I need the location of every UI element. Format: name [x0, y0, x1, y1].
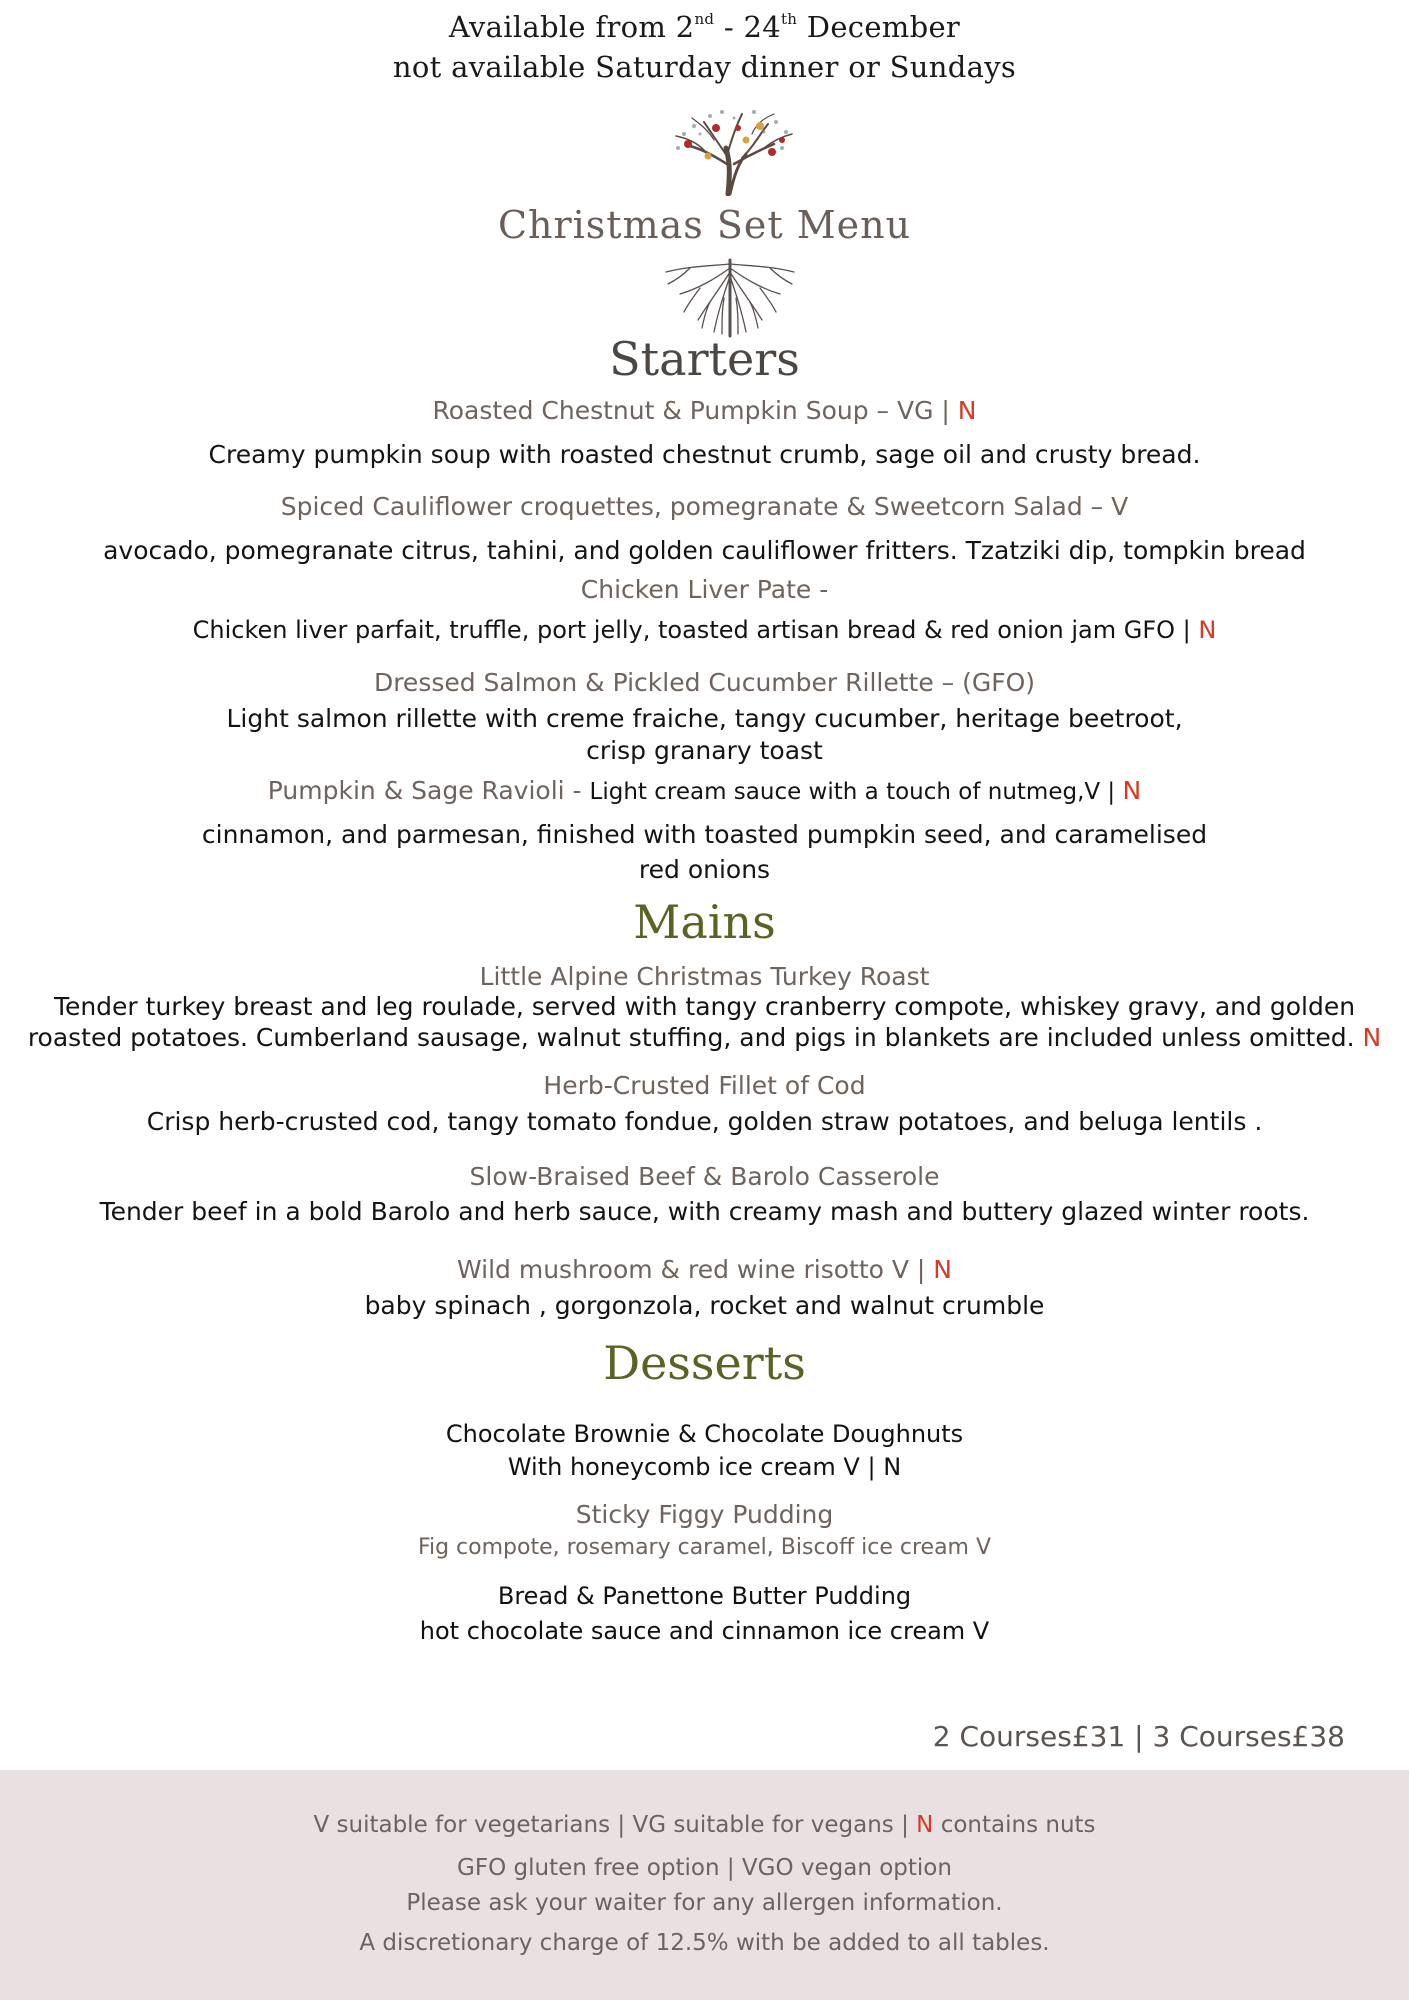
main-description: Crisp herb-crusted cod, tangy tomato fondue, golden straw potatoes, and beluga lentils . — [146, 1107, 1263, 1136]
mains-heading: Mains — [633, 895, 776, 949]
christmas-tree-icon — [664, 104, 800, 196]
nut-marker: N — [916, 1812, 934, 1838]
main-title: Wild mushroom & red wine risotto V | N — [456, 1255, 952, 1284]
availability-dates: Available from 2nd - 24th December — [448, 10, 961, 44]
menu-title: Christmas Set Menu — [497, 203, 912, 247]
starter-description: Light salmon rillette with creme fraiche, tangy cucumber, heritage beetroot, — [226, 704, 1183, 733]
dessert-description: With honeycomb ice cream V | N — [507, 1453, 902, 1481]
dessert-name: Bread & Panettone Butter Pudding — [497, 1582, 912, 1610]
starter-title: Pumpkin & Sage Ravioli - Light cream sauce with a touch of nutmeg,V | N — [267, 776, 1142, 805]
nut-marker: N — [1362, 1023, 1382, 1052]
starter-description: crisp granary toast — [586, 736, 823, 765]
main-description: Tender turkey breast and leg roulade, served with tangy cranberry compote, whiskey gravy, and golden — [53, 992, 1356, 1021]
main-description: roasted potatoes. Cumberland sausage, walnut stuffing, and pigs in blankets are included unless omitted. N — [27, 1023, 1382, 1052]
starter-description: cinnamon, and parmesan, finished with toasted pumpkin seed, and caramelised — [201, 820, 1208, 849]
starter-description: avocado, pomegranate citrus, tahini, and golden cauliflower fritters. Tzatziki dip, tompkin bread — [103, 536, 1306, 565]
main-title: Little Alpine Christmas Turkey Roast — [479, 962, 930, 991]
dietary-key: V suitable for vegetarians | VG suitable for vegans | N contains nuts — [313, 1812, 1096, 1838]
starter-title: Chicken Liver Pate - — [580, 575, 829, 604]
main-description: Tender beef in a bold Barolo and herb sauce, with creamy mash and buttery glazed winter roots. — [99, 1197, 1310, 1226]
nut-marker: N — [1198, 616, 1217, 644]
availability-note: not available Saturday dinner or Sundays — [392, 50, 1017, 84]
starter-description: Chicken liver parfait, truffle, port jelly, toasted artisan bread & red onion jam GFO | N — [192, 616, 1217, 644]
starter-description: Creamy pumpkin soup with roasted chestnut crumb, sage oil and crusty bread. — [208, 440, 1201, 469]
desserts-heading: Desserts — [603, 1336, 806, 1390]
starter-title: Spiced Cauliflower croquettes, pomegranate & Sweetcorn Salad – V — [280, 492, 1129, 521]
main-title: Herb-Crusted Fillet of Cod — [543, 1071, 866, 1100]
allergen-note: Please ask your waiter for any allergen information. — [406, 1890, 1003, 1916]
starters-heading: Starters — [609, 332, 800, 386]
allergen-footer — [0, 1770, 1409, 2000]
dessert-description: hot chocolate sauce and cinnamon ice cream V — [419, 1617, 990, 1645]
nut-marker: N — [933, 1255, 952, 1284]
main-title: Slow-Braised Beef & Barolo Casserole — [469, 1162, 940, 1191]
option-key: GFO gluten free option | VGO vegan option — [457, 1855, 952, 1881]
dessert-description: Fig compote, rosemary caramel, Biscoff ice cream V — [417, 1535, 992, 1560]
course-pricing: 2 Courses£31 | 3 Courses£38 — [932, 1720, 1345, 1753]
starter-title: Dressed Salmon & Pickled Cucumber Rillette – (GFO) — [373, 668, 1036, 697]
nut-marker: N — [1122, 776, 1142, 805]
main-description: baby spinach , gorgonzola, rocket and walnut crumble — [364, 1291, 1045, 1320]
nut-marker: N — [957, 396, 977, 425]
dessert-name: Chocolate Brownie & Chocolate Doughnuts — [445, 1420, 964, 1448]
service-charge-note: A discretionary charge of 12.5% with be added to all tables. — [359, 1930, 1050, 1956]
starter-title: Roasted Chestnut & Pumpkin Soup – VG | N — [432, 396, 977, 425]
dessert-name: Sticky Figgy Pudding — [575, 1500, 834, 1529]
starter-description: red onions — [638, 855, 771, 884]
tree-roots-icon — [660, 258, 800, 338]
